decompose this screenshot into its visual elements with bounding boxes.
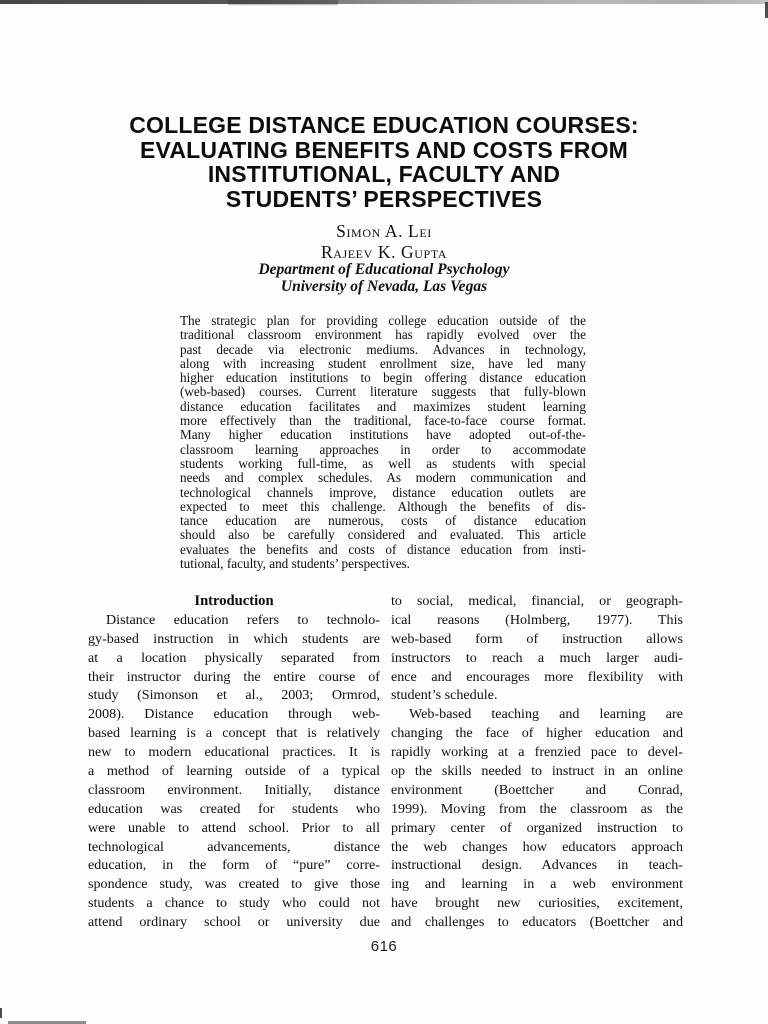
text-line: rapidly working at a frenzied pace to devel- [391,744,683,761]
text-line: 1999). Moving from the classroom as the [391,800,683,817]
text-line: should also be carefully considered and evaluated. This article [180,528,586,543]
page-number: 616 [370,938,398,955]
text-line: past decade via electronic mediums. Advances in technology, [180,342,586,357]
text-line: University of Nevada, Las Vegas [280,277,488,295]
text-line: classroom learning approaches in order to accommodate [180,442,586,457]
text-line: technological advancements, distance [88,838,380,855]
text-line: classroom environment. Initially, distance [88,781,380,798]
text-line: a method of learning outside of a typical [88,763,380,780]
text-line: (web-based) courses. Current literature suggests that fully-blown [180,385,586,400]
text-line: Simon A. Lei [336,221,432,241]
text-line: distance education facilitates and maximizes student learning [180,399,586,414]
text-line: their instructor during the entire course of [88,668,380,685]
text-line: primary center of organized instruction to [391,819,683,836]
text-line: ing and learning in a web environment [391,876,683,893]
text-line: traditional classroom environment has rapidly evolved over the [180,328,586,343]
text-line: COLLEGE DISTANCE EDUCATION COURSES: [129,112,639,138]
text-line: technological channels improve, distance education outlets are [180,485,586,500]
text-line: student’s schedule. [391,687,498,704]
text-line: Department of Educational Psychology [258,261,510,278]
text-line: to social, medical, financial, or geograph- [391,593,683,609]
text-line: INSTITUTIONAL, FACULTY AND [207,161,561,187]
text-line: more effectively than the traditional, face-to-face course format. [180,414,586,429]
text-line: Distance education refers to technolo- [106,611,380,628]
text-line: ence and encourages more flexibility with [391,668,683,685]
introduction-paragraph-1-left [88,611,380,932]
text-line: expected to meet this challenge. Although the benefits of dis- [180,499,586,514]
text-line: Rajeev K. Gupta [320,241,448,262]
left-column [88,592,380,932]
text-line: based learning is a concept that is relatively [88,725,380,742]
text-line: at a location physically separated from [88,649,380,666]
text-line: Many higher education institutions have adopted out-of-the- [180,428,586,443]
text-line: instructional design. Advances in teach- [391,857,683,874]
text-line: new to modern educational practices. It is [88,744,380,761]
text-line: environment (Boettcher and Conrad, [391,781,683,798]
text-line: tutional, faculty, and students’ perspectives. [180,557,410,572]
scan-mark-bottom-left-edge [0,1008,2,1018]
text-line: education was created for students who [88,800,380,817]
text-line: web-based form of instruction allows [391,630,683,647]
abstract [180,314,586,571]
text-line: education, in the form of “pure” corre- [88,857,380,874]
text-line: higher education institutions to begin offering distance education [180,371,586,386]
text-line: The strategic plan for providing college education outside of the [180,314,586,328]
text-line: were unable to attend school. Prior to all [88,819,380,836]
text-line: study (Simonson et al., 2003; Ormrod, [88,687,380,704]
text-line: changing the face of higher education and [391,725,683,742]
text-line: spondence study, was created to give those [88,876,380,893]
right-column [391,592,683,932]
scan-edge-top [0,0,768,4]
introduction-paragraph-1-right [391,592,683,705]
text-line: have brought new curiosities, excitement, [391,895,683,912]
section-heading-introduction: Introduction [194,593,274,609]
introduction-paragraph-2 [391,705,683,932]
text-line: op the skills needed to instruct in an online [391,763,683,780]
text-line: students a chance to study who could not [88,895,380,912]
text-line: 2008). Distance education through web- [88,706,380,723]
text-line: the web changes how educators approach [391,838,683,855]
text-line: EVALUATING BENEFITS AND COSTS FROM [139,136,629,163]
text-line: evaluates the benefits and costs of distance education from insti- [180,542,586,557]
text-line: gy-based instruction in which students are [88,630,380,647]
scan-edge-top-dark-segment [228,0,338,5]
text-line: STUDENTS’ PERSPECTIVES [225,185,543,212]
body-columns [88,592,683,932]
text-line: tance education are numerous, costs of distance education [180,514,586,529]
text-line: Web-based teaching and learning are [409,706,683,723]
author-affiliation [0,262,768,295]
text-line: along with increasing student enrollment size, have led many [180,356,586,371]
author-names [0,221,768,262]
text-line: attend ordinary school or university due [88,914,380,931]
text-line: students working full-time, as well as students with special [180,456,586,471]
article-title [0,113,768,211]
text-line: needs and complex schedules. As modern communication and [180,471,586,486]
text-line: and challenges to educators (Boettcher and [391,914,683,931]
text-line: ical reasons (Holmberg, 1977). This [391,611,683,628]
text-line: instructors to reach a much larger audi- [391,649,683,666]
